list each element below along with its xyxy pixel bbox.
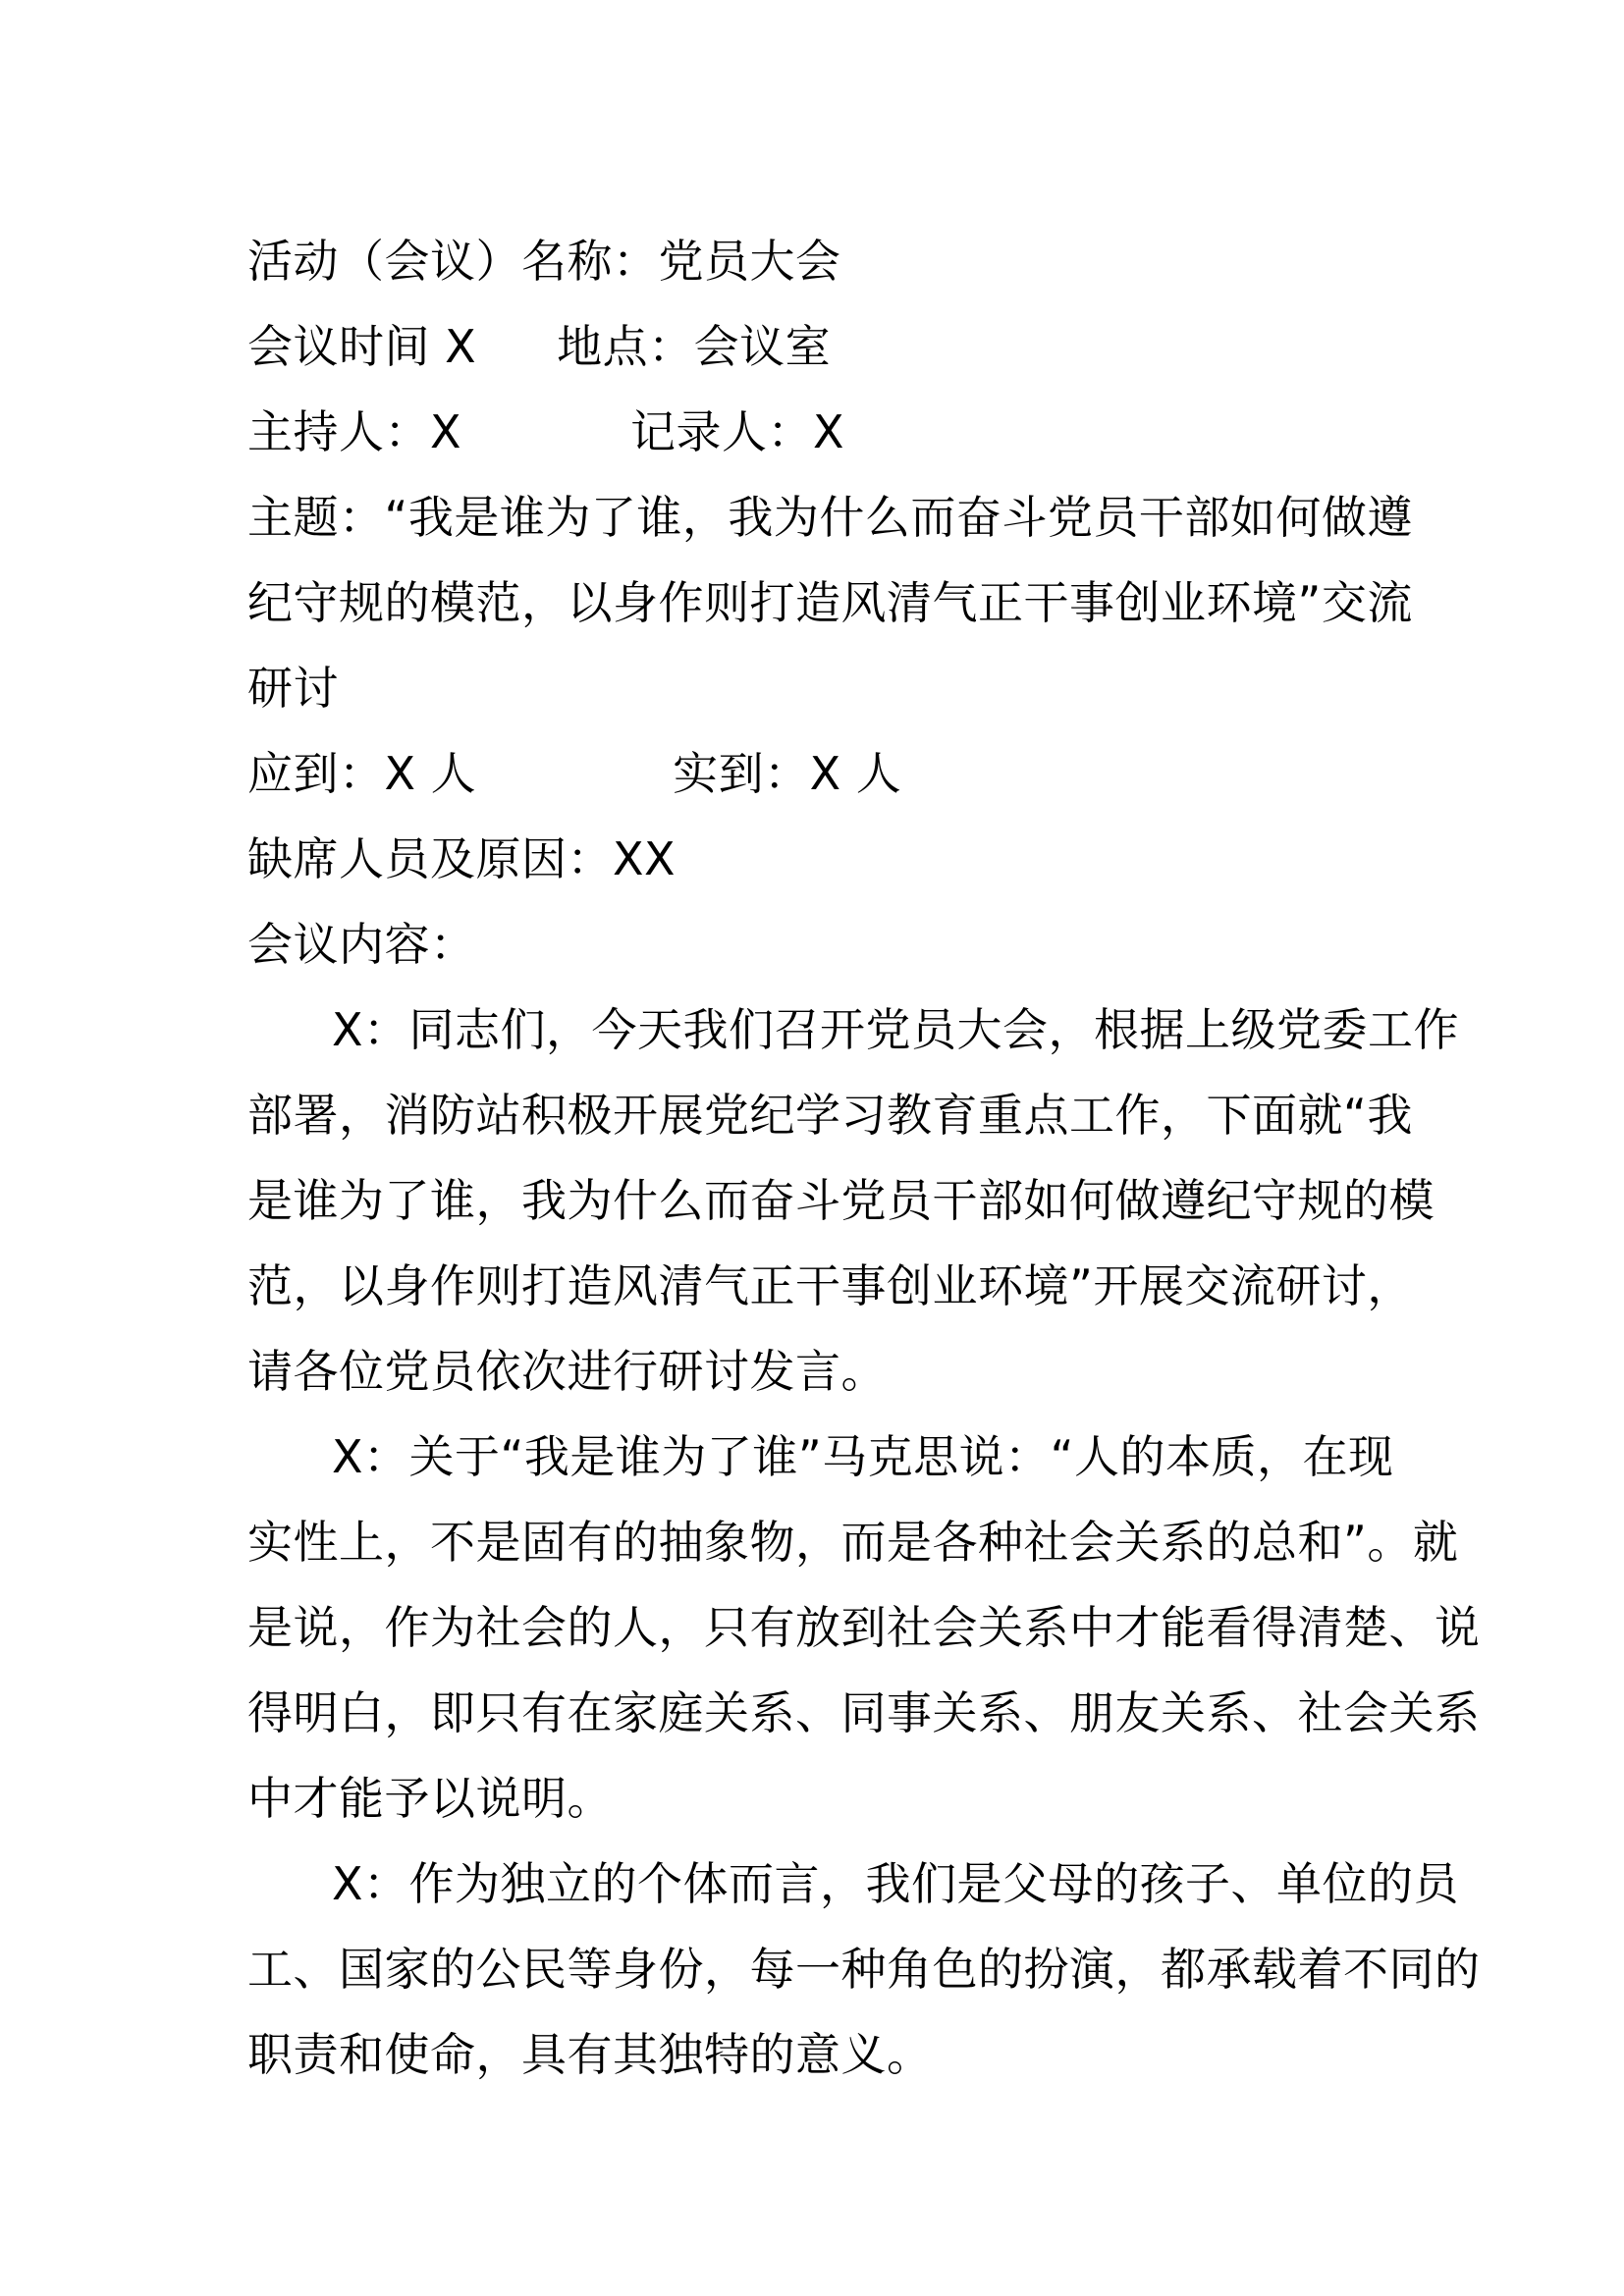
paragraph-line: 得明白，即只有在家庭关系、同事关系、朋友关系、社会关系 <box>247 1686 1481 1739</box>
paragraph-line: 部署，消防站积极开展党纪学习教育重点工作，下面就“我 <box>247 1089 1413 1142</box>
paragraph-line: 工、国家的公民等身份，每一种角色的扮演，都承载着不同的 <box>247 1943 1481 1996</box>
meeting-time-location <box>247 317 831 376</box>
paragraph-line: 请各位党员依次进行研讨发言。 <box>247 1345 887 1398</box>
content-label: 会议内容： <box>247 918 476 971</box>
paragraph-line: 是说，作为社会的人，只有放到社会关系中才能看得清楚、说 <box>247 1601 1481 1654</box>
attendance-expected: 应到：X 人 <box>247 747 477 800</box>
meeting-location: 地点：会议室 <box>557 320 832 373</box>
topic-line: 纪守规的模范，以身作则打造风清气正干事创业环境”交流 <box>247 576 1413 629</box>
host-recorder <box>247 402 844 461</box>
attendance <box>247 744 901 803</box>
paragraph-line: X：同志们，今天我们召开党员大会，根据上级党委工作 <box>332 1003 1460 1056</box>
absentees: 缺席人员及原因：XX <box>247 832 677 885</box>
attendance-actual: 实到：X 人 <box>673 747 902 800</box>
topic-line: 主题：“我是谁为了谁，我为什么而奋斗党员干部如何做遵 <box>247 491 1413 544</box>
paragraph-line: 实性上，不是固有的抽象物，而是各种社会关系的总和”。就 <box>247 1516 1459 1569</box>
paragraph-line: 职责和使命，具有其独特的意义。 <box>247 2028 933 2081</box>
paragraph-line: 中才能予以说明。 <box>247 1772 613 1825</box>
meeting-time: 会议时间 X <box>247 320 477 373</box>
activity-name: 活动（会议）名称：党员大会 <box>247 235 841 288</box>
paragraph-line: 是谁为了谁，我为什么而奋斗党员干部如何做遵纪守规的模 <box>247 1174 1435 1227</box>
paragraph-line: 范，以身作则打造风清气正干事创业环境”开展交流研讨， <box>247 1259 1413 1312</box>
topic-line: 研讨 <box>247 662 339 715</box>
paragraph-line: X：作为独立的个体而言，我们是父母的孩子、单位的员 <box>332 1857 1460 1910</box>
meeting-recorder: 记录人：X <box>630 405 845 458</box>
paragraph-line: X：关于“我是谁为了谁”马克思说：“人的本质，在现 <box>332 1430 1394 1483</box>
meeting-host: 主持人：X <box>247 405 462 458</box>
